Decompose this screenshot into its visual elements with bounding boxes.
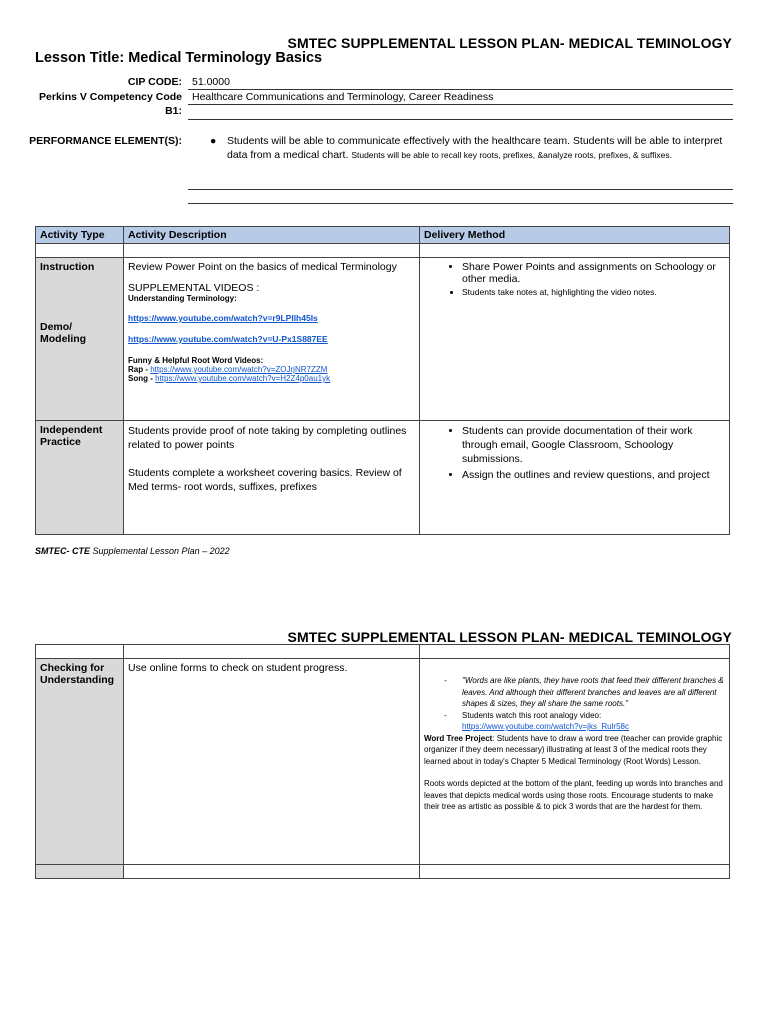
performance-underline-2 [188, 203, 733, 204]
page-header: SMTEC SUPPLEMENTAL LESSON PLAN- MEDICAL TEMINOLOGY [287, 35, 732, 51]
word-tree-label: Word Tree Project [424, 733, 493, 743]
activity-description-cell [124, 421, 420, 535]
cip-underline [188, 89, 733, 90]
perkins-value: Healthcare Communications and Terminology, Career Readiness [192, 91, 494, 103]
funny-videos-heading: Funny & Helpful Root Word Videos: [128, 356, 264, 365]
word-tree-text: : Students have to draw a word tree (teacher can provide graphic organizer if they deem necessary) illustrating at least 3 of the medical roots they learned about in today's Chapter 5 Medical Terminology (Root Words) Lesson. [424, 733, 723, 766]
footer-bold: SMTEC- CTE [35, 546, 90, 556]
column-header: Delivery Method [420, 227, 730, 244]
table-cell [36, 865, 124, 879]
perkins-underline-1 [188, 104, 733, 105]
cip-code-label: CIP CODE: [127, 76, 182, 88]
delivery-method-cell [420, 258, 730, 421]
table-cell [36, 645, 124, 659]
independent-description-2: Students complete a worksheet covering basics. Review of Med terms- root words, suffixes, prefixes [128, 467, 402, 493]
table-cell [420, 865, 730, 879]
activity-type-independent: Independent Practice [40, 424, 103, 448]
performance-underline-1 [188, 189, 733, 190]
rap-video-link[interactable]: https://www.youtube.com/watch?v=ZOJrjNR7ZZM [150, 365, 328, 374]
list-item: • Share Power Points and assignments on Schoology or other media. [462, 261, 725, 285]
checking-description: Use online forms to check on student progress. [128, 662, 348, 674]
understanding-heading: Understanding Terminology: [128, 294, 237, 303]
instruction-delivery-list [424, 260, 725, 297]
activity-type-demo: Demo/ Modeling [40, 321, 87, 345]
table-row-empty [36, 244, 730, 258]
table-row-checking [36, 659, 730, 865]
column-header: Activity Type [36, 227, 124, 244]
table-cell [124, 645, 420, 659]
table-cell [420, 244, 730, 258]
list-item: • Students can provide documentation of their work through email, Google Classroom, Schoology submissions. [462, 424, 725, 466]
activity-type-instruction: Instruction [40, 261, 95, 273]
activity-type-checking: Checking for Understanding [40, 662, 115, 686]
independent-delivery-list [424, 423, 725, 482]
independent-description-1: Students provide proof of note taking by completing outlines related to power points [128, 425, 407, 451]
checking-delivery-list [424, 675, 725, 733]
table-row-independent [36, 421, 730, 535]
list-item: - "Words are like plants, they have roots that feed their different branches & leaves. And although their different branches and leaves are all different shapes & sizes, they all share the same roots." [462, 675, 725, 710]
list-item: • Students take notes at, highlighting the video notes. [462, 287, 725, 297]
table-cell [124, 865, 420, 879]
performance-elements [210, 134, 730, 162]
activity-type-cell [36, 421, 124, 535]
perkins-label-b1: B1: [165, 105, 182, 117]
page-header-2: SMTEC SUPPLEMENTAL LESSON PLAN- MEDICAL TEMINOLOGY [287, 629, 732, 645]
perkins-underline-2 [188, 119, 733, 120]
table-row-instruction [36, 258, 730, 421]
bullet-icon: ● [210, 135, 217, 147]
delivery-method-cell [420, 659, 730, 865]
checking-table [35, 644, 730, 879]
song-video-link[interactable]: https://www.youtube.com/watch?v=H2Z4p0au1yk [155, 374, 331, 383]
table-cell [420, 645, 730, 659]
activity-type-cell [36, 258, 124, 421]
page-footer [35, 546, 230, 556]
performance-label: PERFORMANCE ELEMENT(S): [29, 135, 182, 147]
lesson-title: Lesson Title: Medical Terminology Basics [35, 50, 323, 66]
table-row-empty [36, 645, 730, 659]
perkins-label: Perkins V Competency Code [39, 91, 182, 103]
video-link-2[interactable]: https://www.youtube.com/watch?v=U-Px1S887EE [128, 334, 328, 344]
word-tree-project [424, 733, 725, 768]
supplemental-videos-heading: SUPPLEMENTAL VIDEOS : [128, 282, 260, 294]
table-row-empty [36, 865, 730, 879]
activity-type-cell [36, 659, 124, 865]
performance-text: Students will be able to communicate effectively with the healthcare team. Students will be able to interpret data from a medical chart. [227, 135, 723, 161]
table-header-row [36, 227, 730, 244]
activity-description-cell [124, 258, 420, 421]
table-cell [124, 244, 420, 258]
activity-table [35, 226, 730, 535]
activity-description-cell [124, 659, 420, 865]
table-cell [36, 244, 124, 258]
footer-text: Supplemental Lesson Plan – 2022 [90, 546, 230, 556]
cip-code-value: 51.0000 [192, 76, 230, 88]
rap-label: Rap - [128, 365, 151, 374]
watch-text: Students watch this root analogy video: [462, 710, 602, 720]
performance-text-small: Students will be able to recall key roots, prefixes, &analyze roots, prefixes, & suffixes. [351, 150, 672, 160]
delivery-method-cell [420, 421, 730, 535]
root-analogy-video-link[interactable]: https://www.youtube.com/watch?v=jks_Rulr58c [462, 722, 629, 731]
roots-description: Roots words depicted at the bottom of the plant, feeding up words into branches and leaves that depicts medical words using those roots. Encourage students to make their tree as artistic as possible & to pick 3 words that are the hardest for them. [424, 779, 723, 811]
list-item: • Assign the outlines and review questions, and project [462, 468, 725, 482]
instruction-description: Review Power Point on the basics of medical Terminology [128, 261, 397, 273]
list-item [462, 710, 725, 733]
video-link-1[interactable]: https://www.youtube.com/watch?v=r9LPIlh45Is [128, 313, 318, 323]
song-label: Song - [128, 374, 156, 383]
column-header: Activity Description [124, 227, 420, 244]
